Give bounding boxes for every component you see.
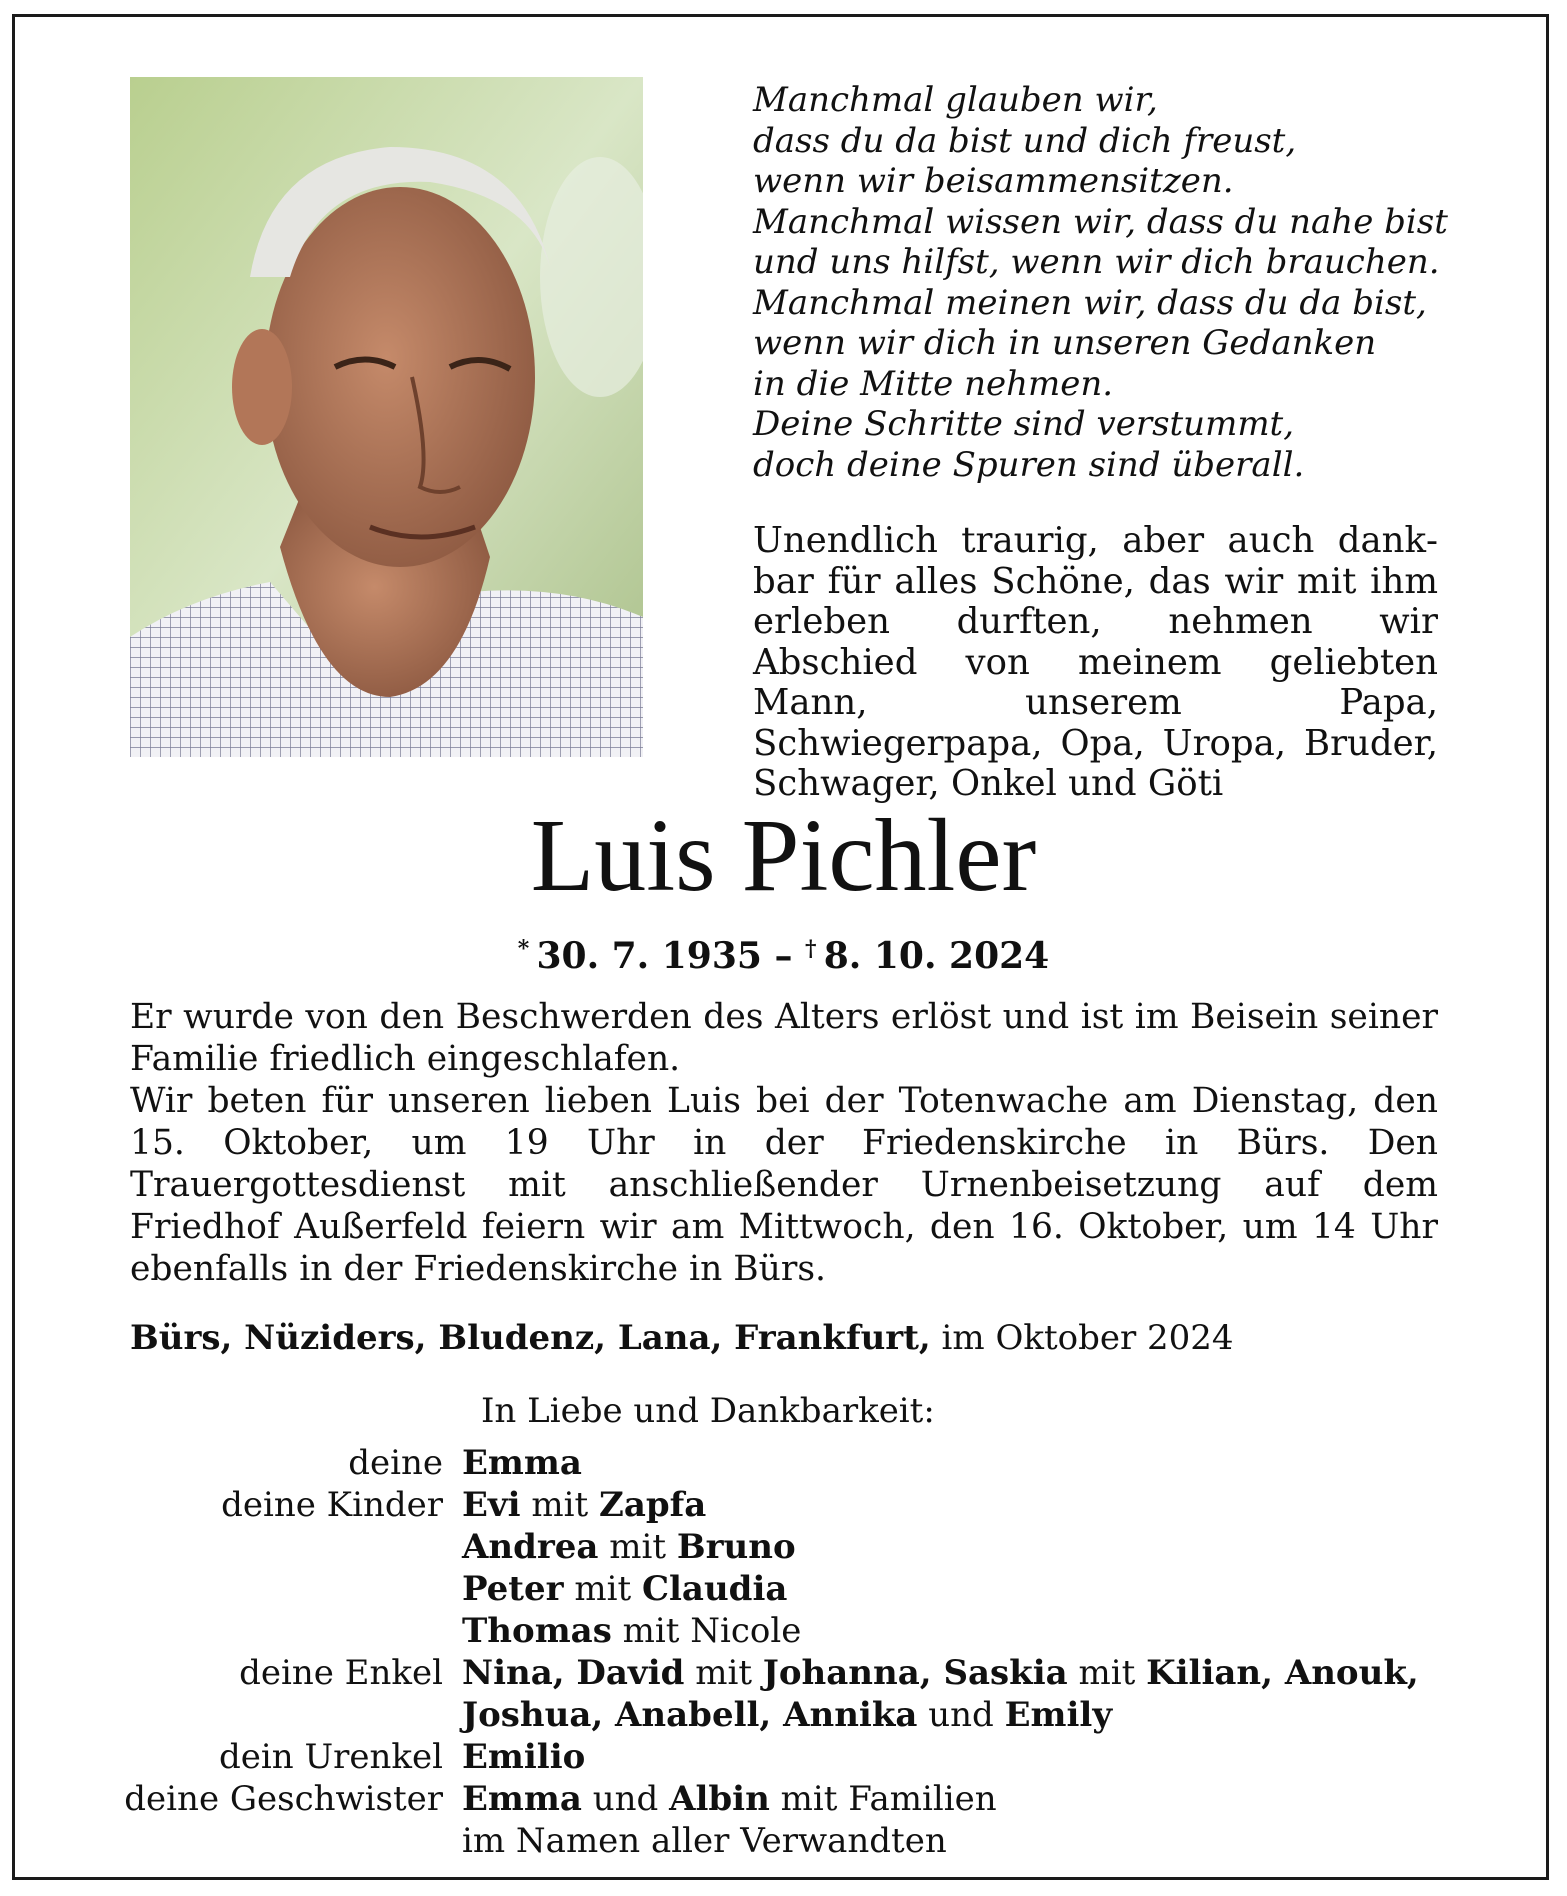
signature-row (0, 1610, 1567, 1652)
signature-name: Emily (1004, 1695, 1113, 1735)
signature-name: Peter (462, 1569, 564, 1609)
signature-row (0, 1484, 1567, 1526)
signature-names (462, 1610, 801, 1652)
signature-relation: deine Geschwister (124, 1779, 443, 1819)
poem-line: in die Mitte nehmen. (753, 363, 1114, 404)
signature-relation (0, 1526, 462, 1568)
signature-names (462, 1484, 706, 1526)
signature-names (462, 1736, 585, 1778)
signature-name: Emma (462, 1443, 582, 1483)
signature-name: Andrea (462, 1527, 599, 1567)
signature-relation: dein Urenkel (219, 1737, 443, 1777)
signature-connector: und (917, 1695, 1005, 1735)
signature-row (0, 1652, 1567, 1694)
signature-name: Bruno (676, 1527, 796, 1567)
signature-connector: mit (598, 1527, 677, 1567)
signature-connector: mit (1067, 1653, 1147, 1693)
signature-relation: deine Enkel (239, 1653, 443, 1693)
signature-connector: mit Familien (769, 1779, 997, 1819)
signature-name: Thomas (462, 1611, 612, 1651)
portrait-photo (130, 77, 643, 757)
signature-names (462, 1568, 787, 1610)
poem-line: Manchmal wissen wir, dass du nahe bist (753, 201, 1448, 242)
signature-connector: mit (563, 1569, 642, 1609)
signature-row (0, 1694, 1567, 1736)
announcement-paragraph: Wir beten für unseren lieben Luis bei der Totenwache am Dienstag, den 15. Oktober, um 19 Uhr in der Friedenskirche in Bürs. Den Trauergottesdienst mit anschließender Urnenbeisetzung auf dem Friedhof Außerfeld feiern wir am Mittwoch, den 16. Oktober, um 14 Uhr ebenfalls in der Friedenskirche in Bürs. (130, 1081, 1438, 1289)
poem-line: Deine Schritte sind verstummt, (753, 404, 1295, 444)
birth-symbol: * (517, 936, 530, 962)
signature-row (0, 1778, 1567, 1820)
poem-line: wenn wir beisammensitzen. (753, 161, 1234, 201)
signature-name: Emilio (462, 1737, 586, 1777)
places-line (130, 1316, 1430, 1360)
signature-names (462, 1694, 1112, 1736)
signature-relation (0, 1694, 462, 1736)
signature-name: Evi (462, 1485, 521, 1525)
poem-line: wenn wir dich in unseren Gedanken (753, 323, 1377, 363)
signature-names (462, 1442, 582, 1484)
signature-connector: mit (520, 1485, 599, 1525)
deceased-name: Luis Pichler (530, 798, 1037, 913)
places-date: im Oktober 2024 (930, 1318, 1234, 1358)
poem-line: dass du da bist und dich freust, (753, 120, 1297, 161)
signature-name: Claudia (641, 1569, 788, 1609)
poem-line: und uns hilfst, wenn wir dich brauchen. (753, 242, 1440, 282)
death-symbol: † (805, 936, 817, 962)
date-separator: – (761, 935, 806, 977)
poem (753, 80, 1473, 485)
birth-date: 30. 7. 1935 (536, 935, 762, 977)
places-names: Bürs, Nüziders, Bludenz, Lana, Frankfurt, (130, 1318, 931, 1358)
signature-row (0, 1442, 1567, 1484)
signature-name: Albin (669, 1779, 770, 1819)
signature-name: Zapfa (599, 1485, 707, 1525)
announcement-paragraph: Er wurde von den Beschwerden des Alters erlöst und ist im Beisein seiner Familie friedlich eingeschlafen. (130, 997, 1438, 1079)
signature-connector: mit Nicole (611, 1611, 802, 1651)
signature-name: Kilian, Anouk, (1146, 1653, 1419, 1693)
signature-names (462, 1652, 1419, 1694)
signature-row (0, 1820, 1567, 1862)
announcement-text (130, 996, 1438, 1290)
signature-connector: und (581, 1779, 670, 1819)
signature-relation: deine Kinder (221, 1485, 443, 1525)
signature-names (462, 1820, 947, 1862)
signature-relation (0, 1568, 462, 1610)
signature-row (0, 1736, 1567, 1778)
signature-relation (0, 1820, 462, 1862)
portrait-image (130, 77, 643, 757)
signature-relation: deine (348, 1443, 443, 1483)
farewell-paragraph: Unendlich traurig, aber auch dankbar für alles Schöne, das wir mit ihm erleben durften, nehmen wir Abschied von meinem geliebten Mann, unserem Papa, Schwiegerpapa, Opa, Uropa, Bruder, Schwager, Onkel und Göti (753, 520, 1438, 804)
love-line: In Liebe und Dankbarkeit: (481, 1391, 935, 1431)
signature-row (0, 1526, 1567, 1568)
signature-names (462, 1526, 796, 1568)
poem-line: Manchmal glauben wir, (753, 80, 1158, 120)
signature-connector: im Namen aller Verwandten (462, 1821, 947, 1861)
signature-name: Nina, David (462, 1653, 685, 1693)
poem-line: doch deine Spuren sind überall. (753, 444, 1305, 485)
life-dates (0, 926, 1567, 979)
death-date: 8. 10. 2024 (823, 935, 1050, 977)
poem-line: Manchmal meinen wir, dass du da bist, (753, 282, 1427, 323)
signature-name: Joshua, Anabell, Annika (462, 1695, 918, 1735)
signature-name: Johanna, Saskia (762, 1653, 1068, 1693)
signature-connector: mit (684, 1653, 763, 1693)
signature-name: Emma (462, 1779, 582, 1819)
signature-names (462, 1778, 997, 1820)
signature-relation (0, 1610, 462, 1652)
signature-row (0, 1568, 1567, 1610)
signature-list (0, 1442, 1567, 1862)
